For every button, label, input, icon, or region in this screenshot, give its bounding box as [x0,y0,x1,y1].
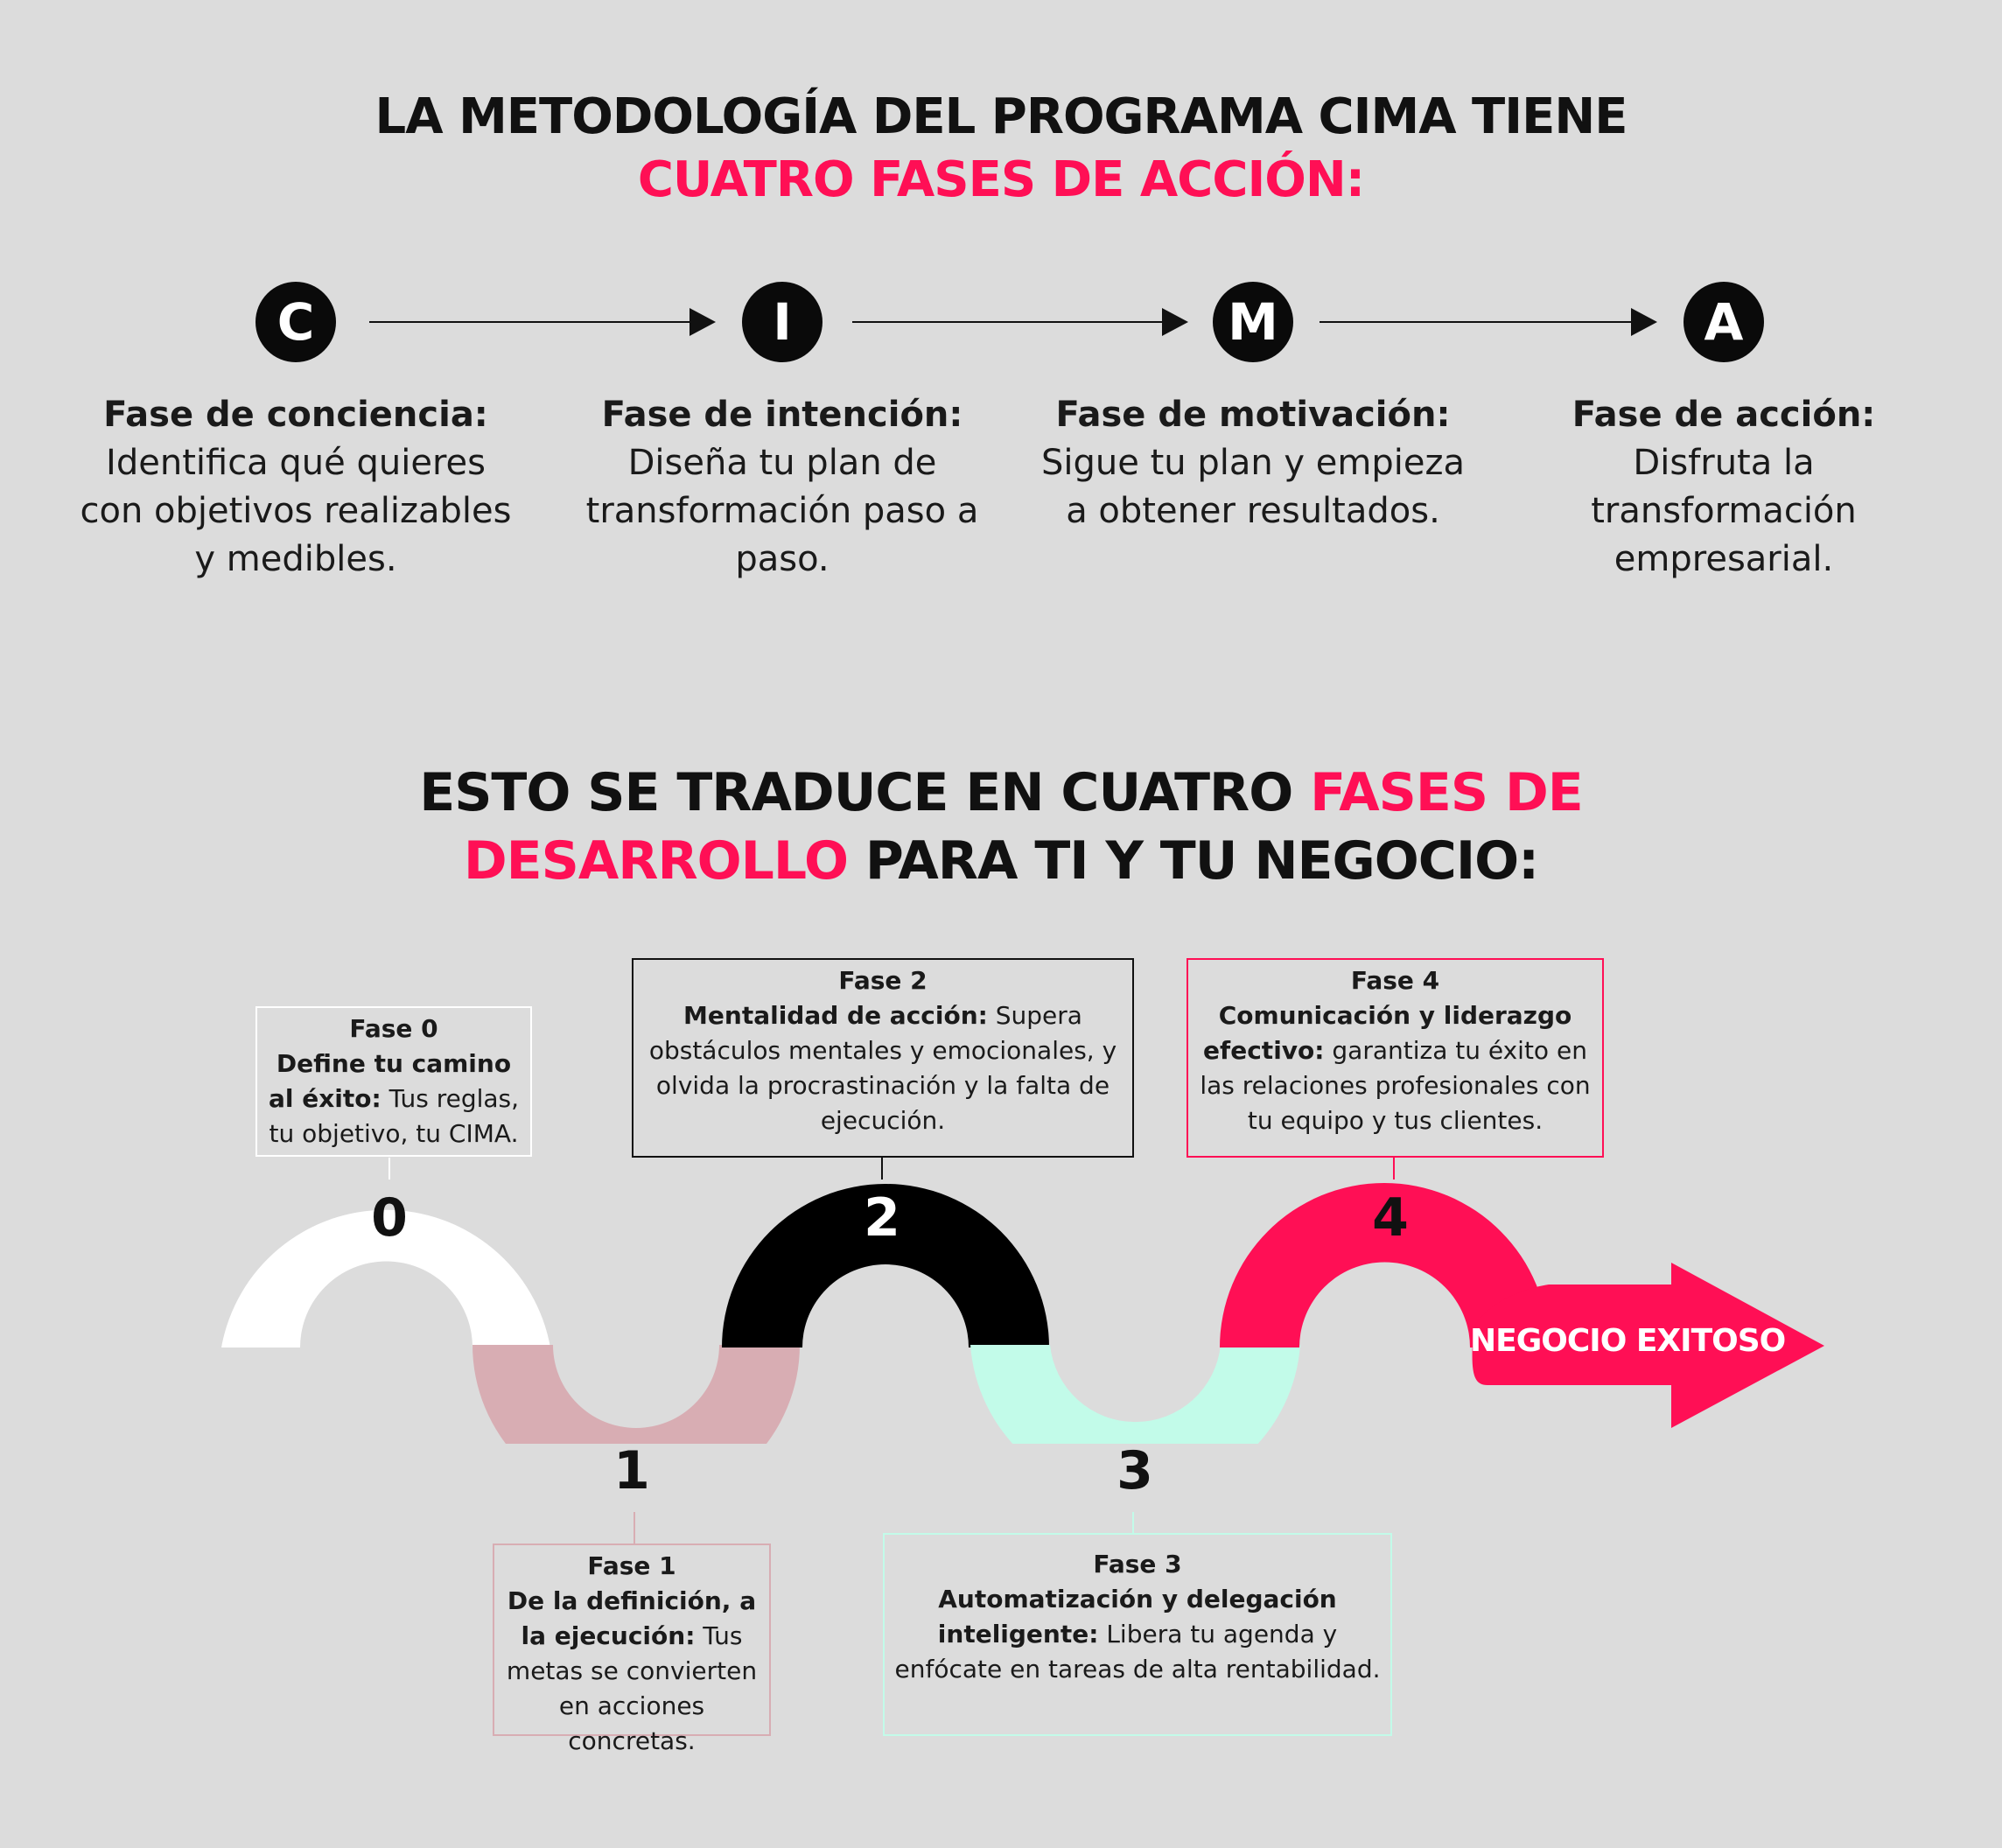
section2-title-line2 [0,828,2002,894]
section2-title-line1 [0,760,2002,826]
phase-box-2-label: Fase 2 [838,966,928,995]
phase-box-4-bold: Comunicación y liderazgo efectivo: [1203,1001,1572,1065]
arrow-c-to-i [369,308,716,336]
phase-box-4-text: garantiza tu éxito en las relaciones profesionales con tu equipo y tus clientes. [1200,1036,1591,1135]
section2-line1-pink: FASES DE [1310,762,1583,823]
phase-box-1 [493,1544,771,1755]
phase-box-4 [1186,958,1604,1158]
phase-box-3-label: Fase 3 [1093,1550,1182,1578]
section2-line2-pink: DESARROLLO [463,830,849,892]
phase-box-0-label: Fase 0 [349,1014,438,1043]
connector-1 [634,1512,635,1544]
phase-box-3 [883,1533,1392,1736]
phase-box-0-text: Tus reglas, tu objetivo, tu CIMA. [269,1084,520,1148]
cima-phase-i-title: Fase de intención: [601,395,963,435]
arrow-i-to-m [852,308,1188,336]
phase-box-1-text: Tus metas se convierten en acciones concretas. [506,1621,758,1755]
letter-i-circle: I [742,282,822,362]
cima-phase-c-title: Fase de conciencia: [103,395,488,435]
main-title-line1: LA METODOLOGÍA DEL PROGRAMA CIMA TIENE [374,88,1628,145]
phase-number-2: 2 [864,1187,900,1249]
connector-3 [1132,1512,1134,1533]
cima-phase-a-title: Fase de acción: [1572,395,1876,435]
phase-number-4: 4 [1372,1187,1409,1249]
cima-phase-a [1505,391,1942,584]
section2-line2-black: PARA TI Y TU NEGOCIO: [848,830,1539,892]
cima-phase-a-desc: Disfruta la transformación empresarial. [1591,443,1857,579]
cima-phase-m [1034,391,1472,536]
phase-box-2-bold: Mentalidad de acción: [683,1001,988,1030]
letter-m-circle: M [1213,282,1293,362]
phase-box-1-bold: De la definición, a la ejecución: [507,1586,757,1650]
cima-phase-c [77,391,514,584]
cima-phase-m-title: Fase de motivación: [1055,395,1451,435]
phase-box-1-label: Fase 1 [587,1551,676,1580]
letter-c-circle: C [256,282,336,362]
phase-number-0: 0 [371,1187,408,1249]
phase-box-4-label: Fase 4 [1350,966,1440,995]
phase-box-2-text: Supera obstáculos mentales y emocionales, y olvida la procrastinación y la falta de ejecución. [648,1001,1117,1135]
phase-box-0-bold: Define tu camino al éxito: [268,1049,512,1113]
arc-phase-3 [970,1345,1300,1444]
phase-box-0 [256,1006,532,1157]
phase-box-3-text: Libera tu agenda y enfócate en tareas de alta rentabilidad. [894,1620,1381,1684]
cima-phase-i [564,391,1001,584]
success-arrow-label: NEGOCIO EXITOSO [1470,1323,1786,1359]
cima-phase-m-desc: Sigue tu plan y empieza a obtener resultados. [1041,443,1465,531]
phase-box-3-bold: Automatización y delegación inteligente: [937,1585,1337,1648]
phase-number-3: 3 [1116,1440,1153,1502]
arrow-m-to-a [1320,308,1657,336]
letter-a-circle: A [1684,282,1764,362]
cima-phase-c-desc: Identifica qué quieres con objetivos realizables y medibles. [80,443,512,579]
cima-phase-i-desc: Diseña tu plan de transformación paso a paso. [585,443,979,579]
section2-line1-black: ESTO SE TRADUCE EN CUATRO [419,762,1311,823]
main-title-line2: CUATRO FASES DE ACCIÓN: [637,151,1365,208]
arc-phase-1 [472,1345,800,1444]
phase-number-1: 1 [613,1440,650,1502]
phase-box-2 [632,958,1134,1158]
